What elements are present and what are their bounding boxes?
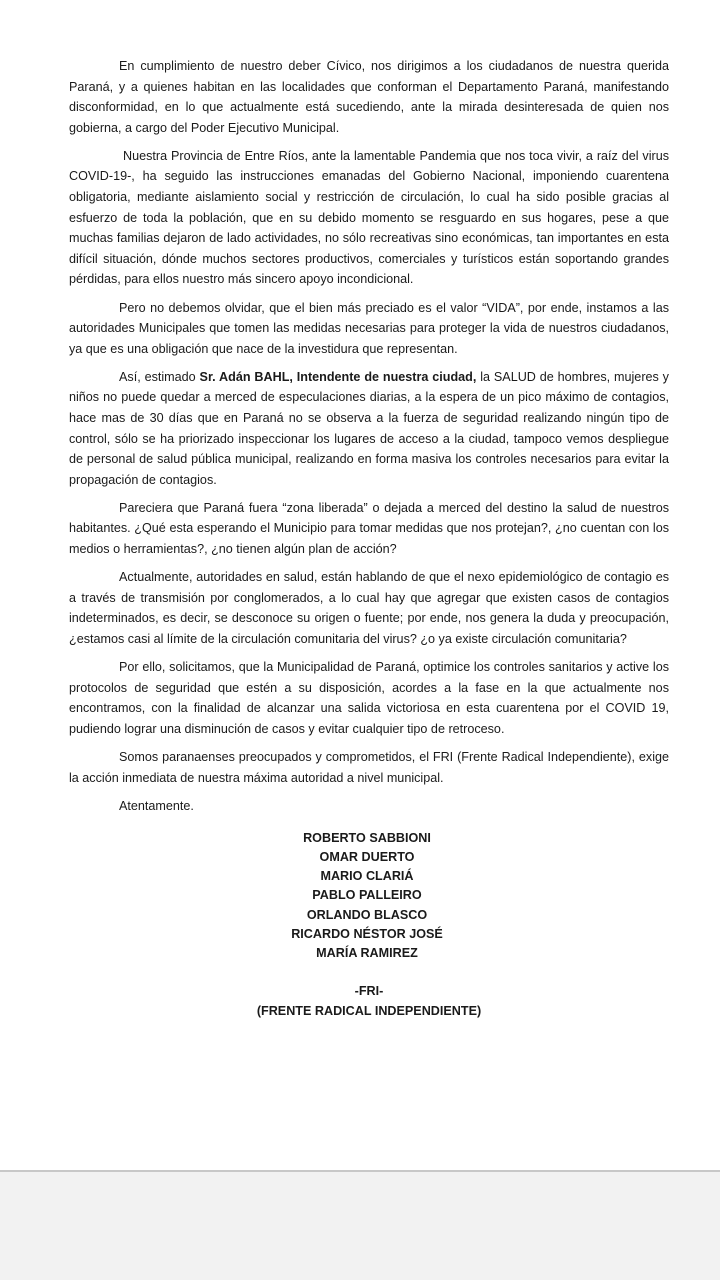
paragraph-3: Pero no debemos olvidar, que el bien más preciado es el valor “VIDA”, por ende, instamos a las autoridades Municipales que tomen las medidas necesarias para proteger la vida de nuestros ciudadanos, ya que es una obligación que nace de la investidura que representan. (69, 300, 669, 356)
viewer-background (0, 1174, 720, 1280)
signatory: ROBERTO SABBIONI (303, 831, 431, 846)
paragraph-6: Actualmente, autoridades en salud, están hablando de que el nexo epidemiológico de contagio es a través de transmisión por conglomerados, a lo cual hay que agregar que existen casos de contagios indeterminados, es decir, se desconoce su origen o fuente; por ende, nos genera la duda y preocupación, ¿estamos casi al límite de la circulación comunitaria del virus? ¿o ya existe circulación comunitaria? (69, 570, 669, 646)
paragraph-1: En cumplimiento de nuestro deber Cívico, nos dirigimos a los ciudadanos de nuestra querida Paraná, y a quienes habitan en las localidades que conforman el Departamento Paraná, manifestando disconformidad, en lo que actualmente está sucediendo, ante la mirada desinteresada de quien nos gobierna, a cargo del Poder Ejecutivo Municipal. (69, 59, 669, 135)
letter-body (69, 56, 669, 1021)
organization-full-name: (FRENTE RADICAL INDEPENDIENTE) (256, 1003, 482, 1018)
signatory: RICARDO NÉSTOR JOSÉ (291, 926, 443, 941)
signatory: MARIO CLARIÁ (320, 869, 414, 884)
paragraph-7: Por ello, solicitamos, que la Municipalidad de Paraná, optimice los controles sanitarios y active los protocolos de seguridad que estén a su disposición, acordes a la fase en la que actualmente nos encontramos, con la finalidad de alcanzar una salida victoriosa en esta cuarentena por el COVID 19, pudiendo lograr una disminución de casos y evitar cualquier tipo de retroceso. (69, 660, 669, 736)
organization-acronym: -FRI- (354, 983, 384, 998)
paragraph-5: Pareciera que Paraná fuera “zona liberada” o dejada a merced del destino la salud de nuestros habitantes. ¿Qué esta esperando el Municipio para tomar medidas que nos protejan?, ¿no cuentan con los medios o herramientas?, ¿no tienen algún plan de acción? (69, 500, 669, 557)
signatory: ORLANDO BLASCO (306, 907, 428, 922)
signatory: MARÍA RAMIREZ (316, 945, 418, 960)
paragraph-2: Nuestra Provincia de Entre Ríos, ante la lamentable Pandemia que nos toca vivir, a raíz del virus COVID-19-, ha seguido las instrucciones emanadas del Gobierno Nacional, imponiendo cuarentena obligatoria, mediante aislamiento social y restricción de circulación, lo cual ha sido posible gracias al esfuerzo de toda la población, que en su debido momento se resguardo en sus hogares, pese a que muchas familias dejaron de lado actividades, no sólo recreativas sino económicas, tan importantes en esta difícil situación, dónde muchos sectores productivos, comerciales y turísticos están soportando grandes pérdidas, para ellos nuestro más sincero apoyo incondicional. (69, 148, 669, 287)
closing: Atentamente. (119, 798, 194, 813)
paragraph-4-rest: la SALUD de hombres, mujeres y niños no puede quedar a merced de especulaciones diarias, a la espera de un pico máximo de contagios, hace mas de 30 días que en Paraná no se observa a la fuerza de seguridad realizando ningún tipo de control, sólo se ha priorizado inspeccionar los lugares de acceso a la ciudad, tampoco vemos despliegue de personal de salud pública municipal, realizando en forma masiva los controles necesarios para evitar la propagación de contagios. (69, 369, 669, 487)
paragraph-4 (69, 367, 669, 491)
paragraph-8: Somos paranaenses preocupados y comprometidos, el FRI (Frente Radical Independiente), exige la acción inmediata de nuestra máxima autoridad a nivel municipal. (69, 749, 669, 785)
paragraph-4-start: Así, estimado (119, 369, 200, 384)
organization-block (69, 981, 669, 1021)
signatories-list (69, 829, 669, 963)
signatory: PABLO PALLEIRO (312, 888, 422, 903)
signatory: OMAR DUERTO (319, 850, 415, 865)
addressee-name: Sr. Adán BAHL, Intendente de nuestra ciudad, (199, 369, 477, 384)
